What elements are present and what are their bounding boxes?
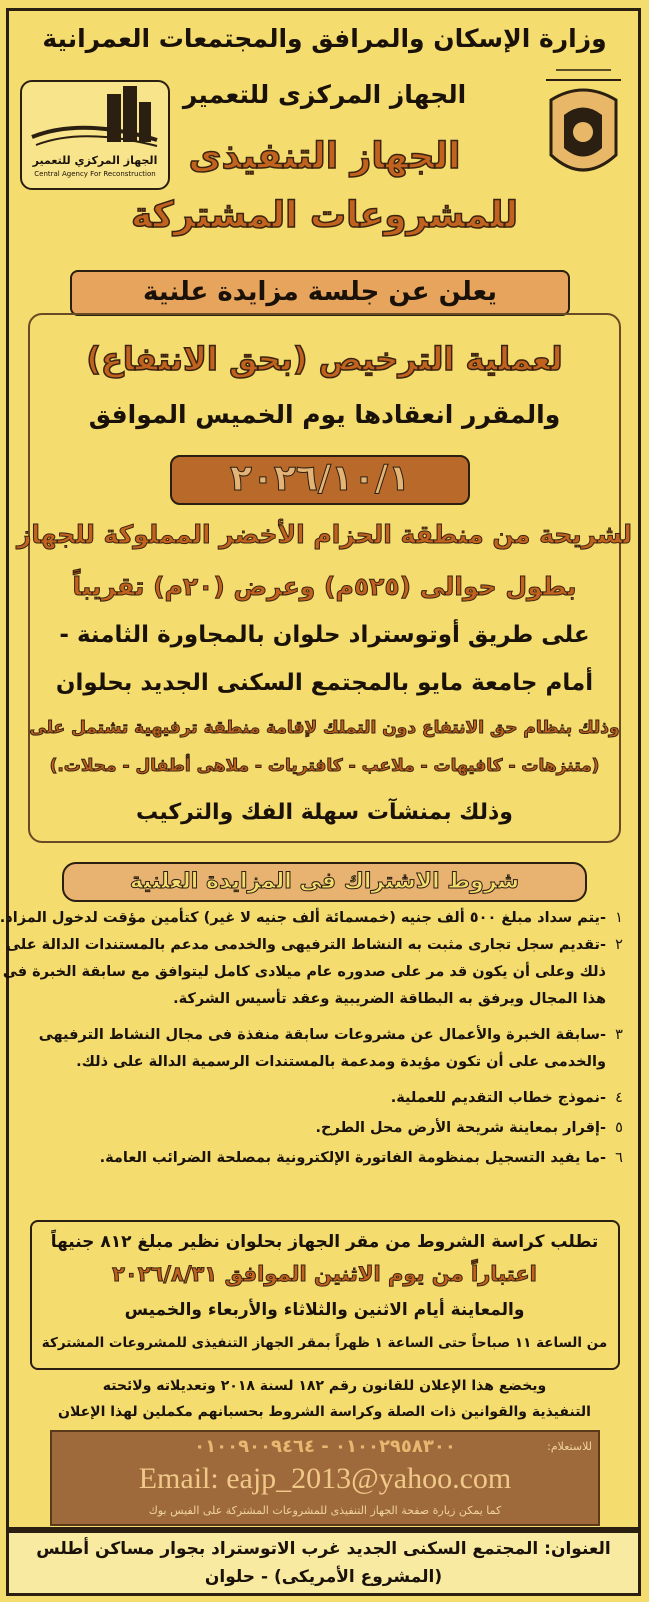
address-box [6, 1530, 641, 1596]
road-location: على طريق أوتوستراد حلوان بالمجاورة الثامنة - [59, 622, 590, 648]
facilities-list: (متنزهات - كافيهات - ملاعب - كافتريات - ملاهى أطفال - محلات.) [49, 756, 600, 776]
condition-item: ٦-ما يفيد التسجيل بمنظومة الفاتورة الإلكترونية بمصلحة الضرائب العامة. [22, 1145, 632, 1172]
law-line2: التنفيذية والقوانين ذات الصلة وكراسة الشروط بحسبانهم مكملين لهذا الإعلان [58, 1404, 591, 1420]
session-day: والمقرر انعقادها يوم الخميس الموافق [88, 400, 561, 429]
conditions-title-box [62, 862, 587, 902]
inspection-hours: من الساعة ١١ صباحاً حتى الساعة ١ ظهراً بمقر الجهاز التنفيذى للمشروعات المشتركة [41, 1335, 608, 1351]
address-line1: العنوان: المجتمع السكنى الجديد غرب الاتوستراد بجوار مساكن أطلس [36, 1539, 611, 1559]
condition-text: هذا المجال ويرفق به البطاقة الضريبية وعقد تأسيس الشركة. [173, 991, 606, 1007]
executive-title-line2: للمشروعات المشتركة [130, 195, 519, 236]
email-address: Email: eajp_2013@yahoo.com [138, 1462, 512, 1495]
address-line2: (المشروع الأمريكى) - حلوان [204, 1567, 443, 1587]
conditions-title: شروط الاشتراك فى المزايدة العلنية [129, 869, 520, 894]
front-of-location: أمام جامعة مايو بالمجتمع السكنى الجديد بحلوان [55, 670, 594, 696]
inspection-days: والمعاينة أيام الاثنين والثلاثاء والأربعاء والخميس [124, 1300, 525, 1320]
operation-title: لعملية الترخيص (بحق الانتفاع) [86, 340, 563, 378]
usage-system: وذلك بنظام حق الانتفاع دون التملك لإقامة منطقة ترفيهية تشتمل على [29, 718, 620, 738]
logo-caption-english: Central Agency For Reconstruction [34, 170, 156, 178]
booklet-price: تطلب كراسة الشروط من مقر الجهاز بحلوان نظير مبلغ ٨١٢ جنيهاً [50, 1232, 599, 1252]
condition-item: ٣-سابقة الخبرة والأعمال عن مشروعات سابقة منفذة فى مجال النشاط الترفيهى [22, 1022, 632, 1049]
condition-item: ١-يتم سداد مبلغ ٥٠٠ ألف جنيه (خمسمائة ألف جنيه لا غير) كتأمين مؤقت لدخول المزاد. [22, 905, 632, 932]
session-date: ٢٠٢٦/١٠/١ [229, 458, 411, 499]
condition-text: ما يفيد التسجيل بمنظومة الفاتورة الإلكترونية بمصلحة الضرائب العامة. [99, 1150, 600, 1166]
condition-number: ٢ [615, 937, 623, 953]
booklet-start-date: اعتباراً من يوم الاثنين الموافق ٢٠٢٦/٨/٣١ [112, 1262, 537, 1286]
condition-number: ٦ [615, 1150, 623, 1166]
facebook-note: كما يمكن زيارة صفحة الجهاز التنفيذى للمشروعات المشتركة على الفيس بوك [148, 1504, 502, 1517]
condition-item: ٢-تقديم سجل تجارى مثبت به النشاط الترفيهى والخدمى مدعم بالمستندات الدالة على [22, 932, 632, 959]
session-date-box [170, 455, 470, 505]
strip-description: لشريحة من منطقة الحزام الأخضر المملوكة للجهاز [16, 520, 633, 549]
strip-dimensions: بطول حوالى (٥٢٥م) وعرض (٢٠م) تقريباً [72, 572, 577, 601]
condition-continuation [22, 986, 632, 1013]
logo-caption-arabic: الجهاز المركزي للتعمير [32, 154, 158, 167]
phone-numbers: ٠١٠٠٢٩٥٨٣٠٠ - ٠١٠٠٩٠٠٩٤٦٤ [194, 1436, 456, 1457]
executive-title-line1: الجهاز التنفيذى [188, 136, 461, 177]
agency-name: الجهاز المركزى للتعمير [182, 80, 467, 109]
condition-continuation [2, 959, 632, 986]
law-line1: ويخضع هذا الإعلان للقانون رقم ١٨٢ لسنة ٢٠١٨ وتعديلاته ولائحته [102, 1378, 547, 1394]
condition-text: إقرار بمعاينة شريحة الأرض محل الطرح. [315, 1120, 600, 1136]
condition-text: سابقة الخبرة والأعمال عن مشروعات سابقة منفذة فى مجال النشاط الترفيهى [38, 1027, 600, 1043]
condition-number: ٣ [615, 1027, 623, 1043]
condition-text: ذلك وعلى أن يكون قد مر على صدوره عام ميلادى كامل ليتوافق مع سابقة الخبرة فى [2, 964, 606, 980]
contact-box [50, 1430, 600, 1526]
condition-number: ٤ [615, 1090, 623, 1106]
condition-continuation [22, 1049, 632, 1076]
condition-item: ٥-إقرار بمعاينة شريحة الأرض محل الطرح. [22, 1115, 632, 1142]
condition-text: يتم سداد مبلغ ٥٠٠ ألف جنيه (خمسمائة ألف جنيه لا غير) كتأمين مؤقت لدخول المزاد. [0, 910, 600, 926]
ministry-name: وزارة الإسكان والمرافق والمجتمعات العمرانية [42, 24, 607, 53]
announcement-banner [70, 270, 570, 316]
inquiry-label: للاستعلام: [547, 1440, 592, 1453]
condition-text: نموذج خطاب التقديم للعملية. [390, 1090, 600, 1106]
condition-text: تقديم سجل تجارى مثبت به النشاط الترفيهى والخدمى مدعم بالمستندات الدالة على [6, 937, 600, 953]
condition-text: والخدمى على أن تكون مؤيدة ومدعمة بالمستندات الرسمية الدالة على ذلك. [76, 1054, 606, 1070]
banner-text: يعلن عن جلسة مزايدة علنية [142, 277, 498, 307]
structures-note: وذلك بمنشآت سهلة الفك والتركيب [136, 800, 513, 825]
condition-item: ٤-نموذج خطاب التقديم للعملية. [22, 1085, 632, 1112]
condition-number: ٥ [615, 1120, 623, 1136]
condition-number: ١ [615, 910, 623, 926]
